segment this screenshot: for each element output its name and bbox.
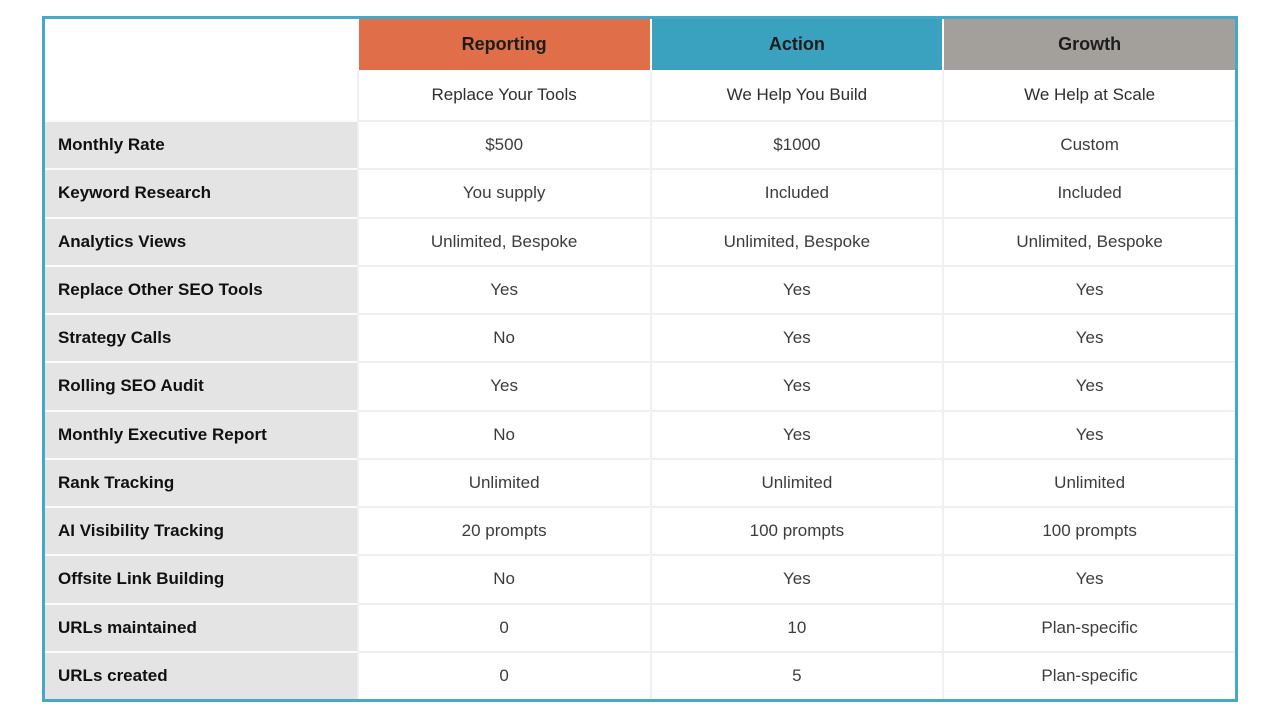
table-cell: Included <box>942 168 1235 216</box>
table-cell: 5 <box>650 651 943 699</box>
table-cell: Unlimited, Bespoke <box>357 217 650 265</box>
row-label: Offsite Link Building <box>45 554 357 602</box>
table-cell: Yes <box>942 361 1235 409</box>
row-label: Strategy Calls <box>45 313 357 361</box>
table-cell: Unlimited <box>942 458 1235 506</box>
plan-subtitle-growth: We Help at Scale <box>942 70 1235 120</box>
row-label: AI Visibility Tracking <box>45 506 357 554</box>
row-label: Rolling SEO Audit <box>45 361 357 409</box>
table-cell: 10 <box>650 603 943 651</box>
table-cell: 100 prompts <box>650 506 943 554</box>
table-cell: Plan-specific <box>942 603 1235 651</box>
row-label: URLs created <box>45 651 357 699</box>
table-cell: 20 prompts <box>357 506 650 554</box>
table-cell: You supply <box>357 168 650 216</box>
table-cell: Yes <box>942 554 1235 602</box>
table-cell: No <box>357 313 650 361</box>
table-cell: 0 <box>357 603 650 651</box>
table-cell: Unlimited <box>650 458 943 506</box>
pricing-table <box>42 16 1238 702</box>
plan-subtitle-action: We Help You Build <box>650 70 943 120</box>
row-label: URLs maintained <box>45 603 357 651</box>
row-label: Monthly Executive Report <box>45 410 357 458</box>
table-cell: Yes <box>650 265 943 313</box>
row-label: Replace Other SEO Tools <box>45 265 357 313</box>
table-cell: Yes <box>357 361 650 409</box>
subtitle-spacer <box>45 70 357 120</box>
plan-header-reporting: Reporting <box>357 19 650 70</box>
table-cell: Yes <box>650 361 943 409</box>
table-cell: Yes <box>942 410 1235 458</box>
plan-header-action: Action <box>650 19 943 70</box>
plan-header-growth: Growth <box>942 19 1235 70</box>
table-cell: 100 prompts <box>942 506 1235 554</box>
table-cell: Yes <box>942 265 1235 313</box>
table-cell: Unlimited <box>357 458 650 506</box>
row-label: Rank Tracking <box>45 458 357 506</box>
table-cell: Yes <box>650 313 943 361</box>
table-cell: Plan-specific <box>942 651 1235 699</box>
table-cell: 0 <box>357 651 650 699</box>
row-label: Analytics Views <box>45 217 357 265</box>
row-label: Monthly Rate <box>45 120 357 168</box>
plan-subtitle-reporting: Replace Your Tools <box>357 70 650 120</box>
table-cell: Unlimited, Bespoke <box>942 217 1235 265</box>
table-cell: Yes <box>650 554 943 602</box>
table-cell: Yes <box>942 313 1235 361</box>
table-cell: No <box>357 554 650 602</box>
row-label: Keyword Research <box>45 168 357 216</box>
table-cell: Unlimited, Bespoke <box>650 217 943 265</box>
table-cell: No <box>357 410 650 458</box>
table-cell: Included <box>650 168 943 216</box>
table-cell: Custom <box>942 120 1235 168</box>
table-cell: $500 <box>357 120 650 168</box>
corner-cell <box>45 19 357 70</box>
table-cell: Yes <box>650 410 943 458</box>
table-cell: $1000 <box>650 120 943 168</box>
table-cell: Yes <box>357 265 650 313</box>
